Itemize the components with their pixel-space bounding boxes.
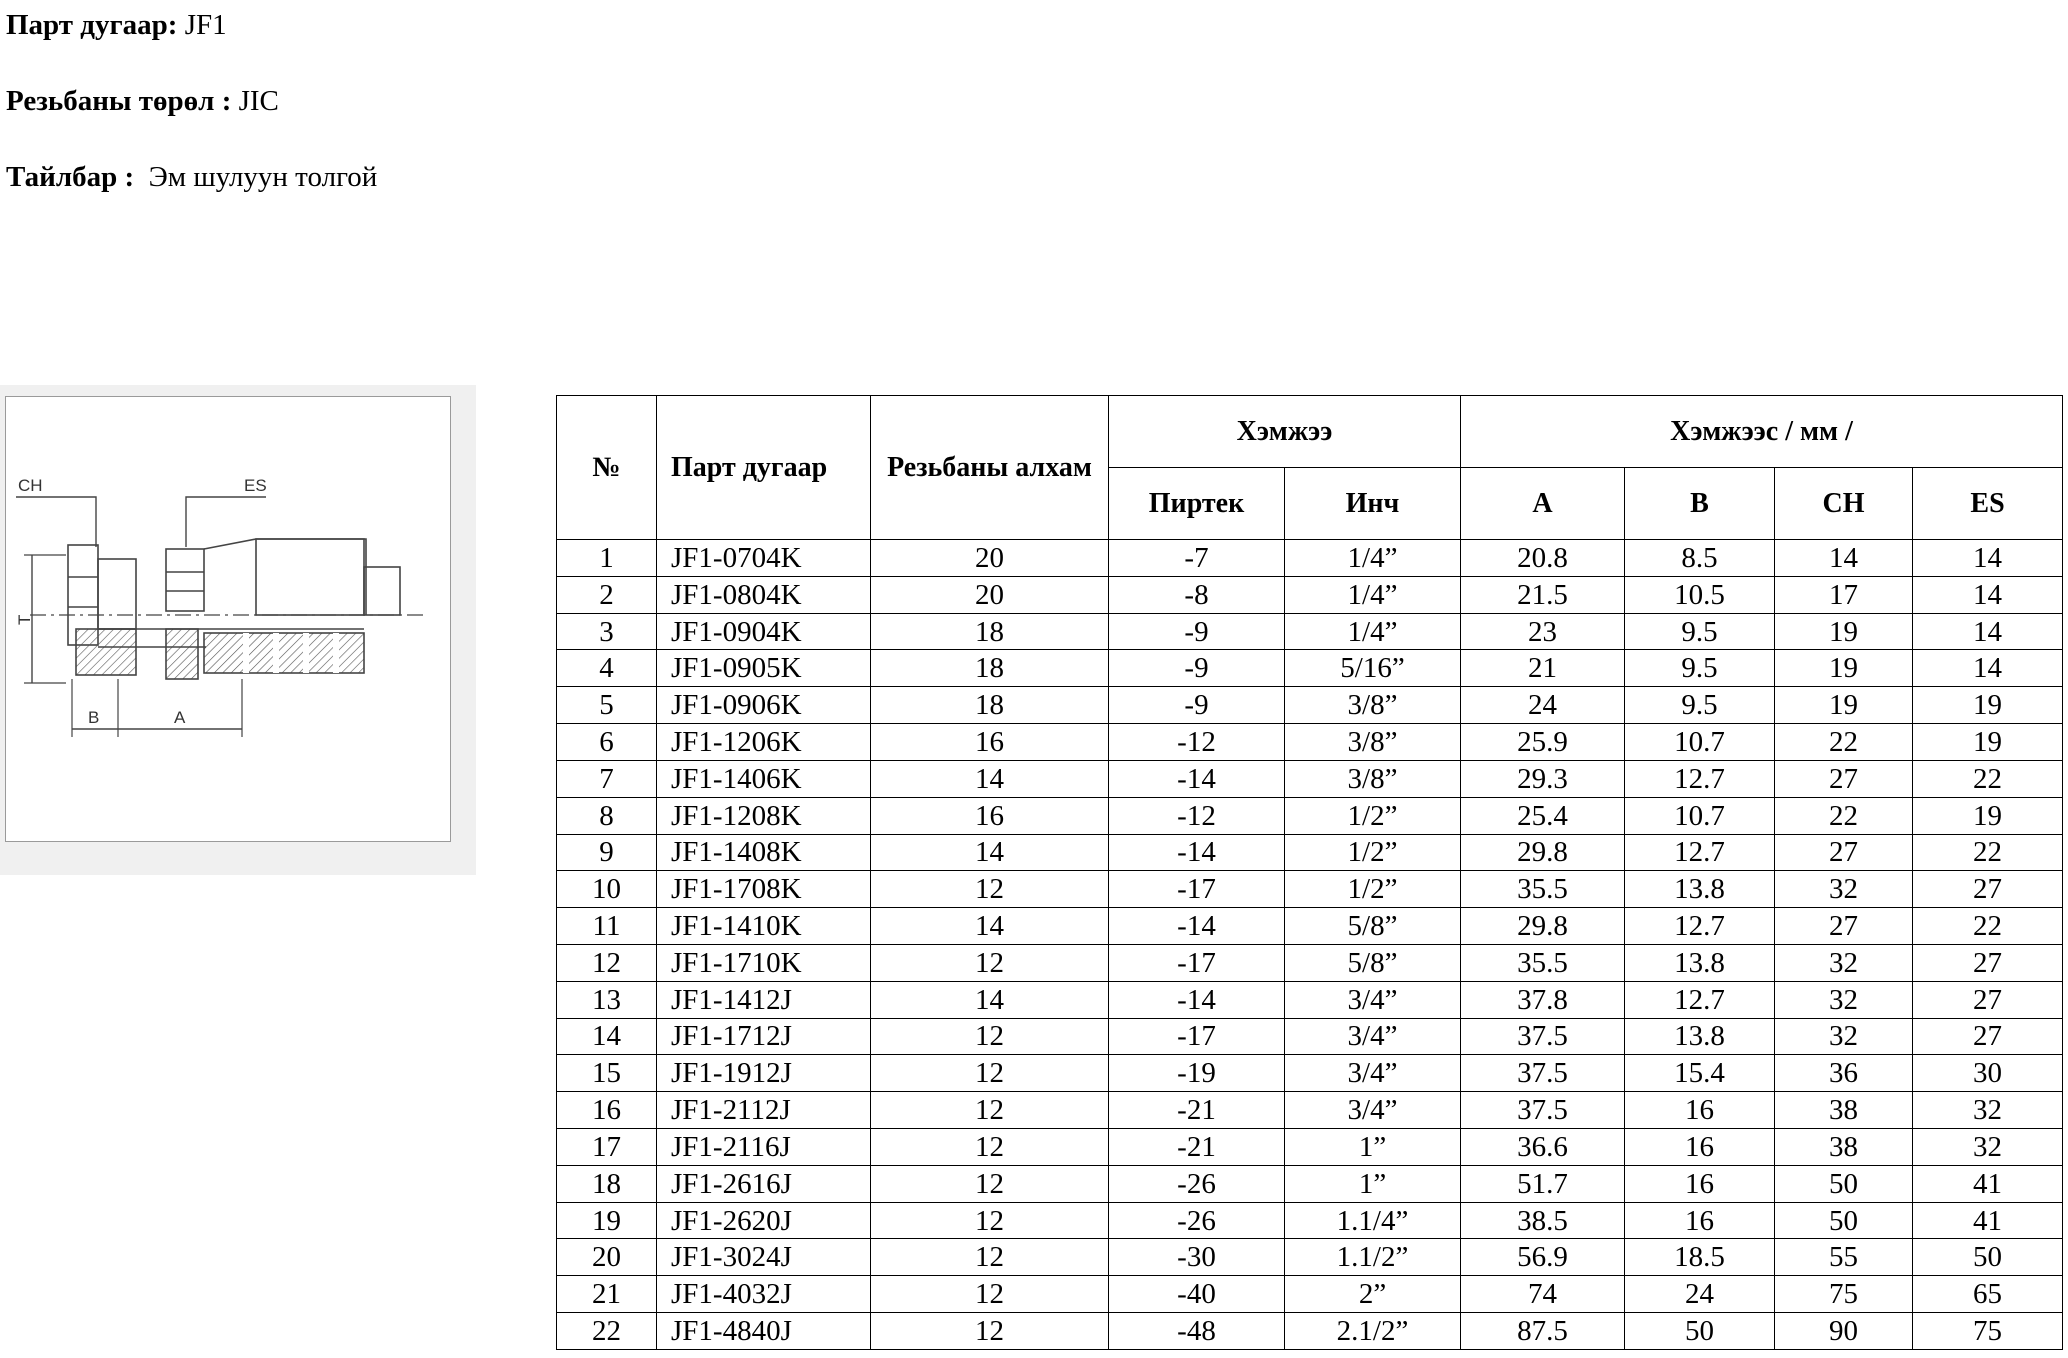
thread-pitch-cell: 16 — [871, 724, 1109, 761]
row-number-cell: 7 — [557, 760, 657, 797]
thread-pitch-cell: 12 — [871, 1239, 1109, 1276]
dash-size-cell: -14 — [1109, 834, 1285, 871]
part-number-cell: JF1-1406K — [657, 760, 871, 797]
table-row — [557, 1313, 2063, 1350]
inch-size-cell: 1/4” — [1285, 613, 1461, 650]
dim-a-cell: 38.5 — [1461, 1202, 1625, 1239]
table-row — [557, 576, 2063, 613]
part-number-cell: JF1-1408K — [657, 834, 871, 871]
spec-table-body — [557, 540, 2063, 1350]
header-thread-pitch: Резьбаны алхам — [871, 396, 1109, 540]
thread-pitch-cell: 12 — [871, 1129, 1109, 1166]
dim-es-cell: 65 — [1913, 1276, 2063, 1313]
inch-size-cell: 1” — [1285, 1129, 1461, 1166]
part-number-cell: JF1-4032J — [657, 1276, 871, 1313]
dash-size-cell: -17 — [1109, 871, 1285, 908]
dim-b-cell: 10.5 — [1625, 576, 1775, 613]
dim-a-cell: 29.3 — [1461, 760, 1625, 797]
dim-a-cell: 25.9 — [1461, 724, 1625, 761]
header-dash-size: Пиртек — [1109, 468, 1285, 540]
dim-ch-cell: 19 — [1775, 687, 1913, 724]
row-number-cell: 9 — [557, 834, 657, 871]
inch-size-cell: 1” — [1285, 1165, 1461, 1202]
dim-ch-cell: 32 — [1775, 944, 1913, 981]
table-row — [557, 650, 2063, 687]
header-inch: Инч — [1285, 468, 1461, 540]
part-number-cell: JF1-2112J — [657, 1092, 871, 1129]
table-row — [557, 981, 2063, 1018]
dash-size-cell: -30 — [1109, 1239, 1285, 1276]
dim-a-cell: 37.5 — [1461, 1092, 1625, 1129]
row-number-cell: 19 — [557, 1202, 657, 1239]
dash-size-cell: -48 — [1109, 1313, 1285, 1350]
dash-size-cell: -14 — [1109, 908, 1285, 945]
dim-es-cell: 19 — [1913, 724, 2063, 761]
row-number-cell: 15 — [557, 1055, 657, 1092]
dim-es-cell: 30 — [1913, 1055, 2063, 1092]
thread-pitch-cell: 12 — [871, 1313, 1109, 1350]
dim-ch-cell: 27 — [1775, 834, 1913, 871]
inch-size-cell: 5/8” — [1285, 908, 1461, 945]
row-number-cell: 17 — [557, 1129, 657, 1166]
inch-size-cell: 5/16” — [1285, 650, 1461, 687]
dim-es-cell: 19 — [1913, 687, 2063, 724]
inch-size-cell: 1.1/4” — [1285, 1202, 1461, 1239]
table-row — [557, 834, 2063, 871]
inch-size-cell: 3/4” — [1285, 1018, 1461, 1055]
dim-b-cell: 10.7 — [1625, 797, 1775, 834]
dim-es-cell: 27 — [1913, 1018, 2063, 1055]
row-number-cell: 3 — [557, 613, 657, 650]
dim-b-cell: 12.7 — [1625, 981, 1775, 1018]
dim-es-cell: 22 — [1913, 908, 2063, 945]
dim-a-cell: 21.5 — [1461, 576, 1625, 613]
part-number-cell: JF1-1410K — [657, 908, 871, 945]
part-number-cell: JF1-1710K — [657, 944, 871, 981]
table-row — [557, 1018, 2063, 1055]
dim-ch-cell: 19 — [1775, 650, 1913, 687]
part-number-cell: JF1-2616J — [657, 1165, 871, 1202]
header-dim-a: A — [1461, 468, 1625, 540]
table-row — [557, 1276, 2063, 1313]
part-number-cell: JF1-1708K — [657, 871, 871, 908]
part-number-cell: JF1-0704K — [657, 540, 871, 577]
table-row — [557, 871, 2063, 908]
dim-es-cell: 75 — [1913, 1313, 2063, 1350]
dim-es-cell: 41 — [1913, 1202, 2063, 1239]
table-row — [557, 687, 2063, 724]
part-number-cell: JF1-0905K — [657, 650, 871, 687]
dash-size-cell: -12 — [1109, 724, 1285, 761]
dim-ch-cell: 27 — [1775, 760, 1913, 797]
dim-ch-cell: 32 — [1775, 871, 1913, 908]
thread-pitch-cell: 14 — [871, 981, 1109, 1018]
dim-es-cell: 27 — [1913, 944, 2063, 981]
dim-es-cell: 14 — [1913, 540, 2063, 577]
dim-b-cell: 8.5 — [1625, 540, 1775, 577]
dim-a-cell: 23 — [1461, 613, 1625, 650]
thread-type-label: Резьбаны төрөл : — [6, 85, 232, 117]
inch-size-cell: 3/8” — [1285, 724, 1461, 761]
diagram-label-ch: CH — [18, 476, 43, 495]
dim-a-cell: 29.8 — [1461, 834, 1625, 871]
dim-b-cell: 15.4 — [1625, 1055, 1775, 1092]
header-part-number: Парт дугаар — [657, 396, 871, 540]
table-row — [557, 760, 2063, 797]
inch-size-cell: 2” — [1285, 1276, 1461, 1313]
dim-a-cell: 25.4 — [1461, 797, 1625, 834]
table-row — [557, 1202, 2063, 1239]
dim-b-cell: 10.7 — [1625, 724, 1775, 761]
dim-a-cell: 37.5 — [1461, 1018, 1625, 1055]
part-number-cell: JF1-1412J — [657, 981, 871, 1018]
diagram-label-t: T — [15, 614, 34, 625]
fitting-diagram-frame — [5, 396, 451, 842]
table-row — [557, 1129, 2063, 1166]
thread-type-value: JIC — [238, 85, 279, 117]
dash-size-cell: -19 — [1109, 1055, 1285, 1092]
dash-size-cell: -9 — [1109, 613, 1285, 650]
dash-size-cell: -8 — [1109, 576, 1285, 613]
dim-a-cell: 56.9 — [1461, 1239, 1625, 1276]
fitting-diagram-panel — [0, 385, 476, 875]
row-number-cell: 6 — [557, 724, 657, 761]
dim-b-cell: 16 — [1625, 1092, 1775, 1129]
inch-size-cell: 1/2” — [1285, 871, 1461, 908]
dim-ch-cell: 38 — [1775, 1092, 1913, 1129]
dim-b-cell: 13.8 — [1625, 944, 1775, 981]
dim-es-cell: 22 — [1913, 834, 2063, 871]
dim-a-cell: 36.6 — [1461, 1129, 1625, 1166]
dim-es-cell: 22 — [1913, 760, 2063, 797]
dim-a-cell: 20.8 — [1461, 540, 1625, 577]
thread-pitch-cell: 18 — [871, 687, 1109, 724]
dim-a-cell: 37.5 — [1461, 1055, 1625, 1092]
part-number-cell: JF1-3024J — [657, 1239, 871, 1276]
dim-b-cell: 9.5 — [1625, 650, 1775, 687]
thread-pitch-cell: 20 — [871, 540, 1109, 577]
header-dim-es: ES — [1913, 468, 2063, 540]
dash-size-cell: -14 — [1109, 760, 1285, 797]
dim-a-cell: 35.5 — [1461, 944, 1625, 981]
row-number-cell: 21 — [557, 1276, 657, 1313]
header-dim-b: B — [1625, 468, 1775, 540]
row-number-cell: 14 — [557, 1018, 657, 1055]
thread-pitch-cell: 18 — [871, 613, 1109, 650]
part-number-cell: JF1-4840J — [657, 1313, 871, 1350]
part-number-value: JF1 — [184, 9, 227, 41]
part-number-cell: JF1-0906K — [657, 687, 871, 724]
thread-pitch-cell: 16 — [871, 797, 1109, 834]
dim-ch-cell: 38 — [1775, 1129, 1913, 1166]
dim-b-cell: 13.8 — [1625, 1018, 1775, 1055]
description-label: Тайлбар : — [6, 161, 135, 193]
header-size-group: Хэмжээ — [1109, 396, 1461, 468]
table-row — [557, 724, 2063, 761]
part-number-cell: JF1-2620J — [657, 1202, 871, 1239]
thread-pitch-cell: 14 — [871, 834, 1109, 871]
dim-a-cell: 29.8 — [1461, 908, 1625, 945]
diagram-label-a: A — [174, 708, 186, 727]
dim-b-cell: 13.8 — [1625, 871, 1775, 908]
header-dim-ch: CH — [1775, 468, 1913, 540]
row-number-cell: 1 — [557, 540, 657, 577]
dash-size-cell: -17 — [1109, 1018, 1285, 1055]
header-number: № — [557, 396, 657, 540]
table-row — [557, 1165, 2063, 1202]
table-row — [557, 908, 2063, 945]
dim-es-cell: 50 — [1913, 1239, 2063, 1276]
dash-size-cell: -40 — [1109, 1276, 1285, 1313]
thread-pitch-cell: 12 — [871, 1202, 1109, 1239]
thread-pitch-cell: 12 — [871, 1276, 1109, 1313]
part-number-cell: JF1-1208K — [657, 797, 871, 834]
thread-pitch-cell: 12 — [871, 1092, 1109, 1129]
dim-b-cell: 9.5 — [1625, 687, 1775, 724]
dim-b-cell: 50 — [1625, 1313, 1775, 1350]
dim-a-cell: 37.8 — [1461, 981, 1625, 1018]
table-row — [557, 944, 2063, 981]
dim-b-cell: 12.7 — [1625, 834, 1775, 871]
part-number-cell: JF1-1912J — [657, 1055, 871, 1092]
table-row — [557, 797, 2063, 834]
table-row — [557, 613, 2063, 650]
dim-ch-cell: 50 — [1775, 1165, 1913, 1202]
part-number-cell: JF1-1712J — [657, 1018, 871, 1055]
dim-a-cell: 24 — [1461, 687, 1625, 724]
dim-es-cell: 14 — [1913, 650, 2063, 687]
inch-size-cell: 2.1/2” — [1285, 1313, 1461, 1350]
fitting-spec-table — [556, 395, 2063, 1350]
row-number-cell: 10 — [557, 871, 657, 908]
fitting-cross-section-drawing — [6, 397, 450, 841]
inch-size-cell: 1/4” — [1285, 576, 1461, 613]
row-number-cell: 12 — [557, 944, 657, 981]
dash-size-cell: -9 — [1109, 650, 1285, 687]
inch-size-cell: 1.1/2” — [1285, 1239, 1461, 1276]
dim-ch-cell: 32 — [1775, 1018, 1913, 1055]
dash-size-cell: -17 — [1109, 944, 1285, 981]
dim-ch-cell: 75 — [1775, 1276, 1913, 1313]
row-number-cell: 13 — [557, 981, 657, 1018]
dim-a-cell: 87.5 — [1461, 1313, 1625, 1350]
dash-size-cell: -21 — [1109, 1129, 1285, 1166]
dim-es-cell: 32 — [1913, 1129, 2063, 1166]
dash-size-cell: -9 — [1109, 687, 1285, 724]
part-number-cell: JF1-2116J — [657, 1129, 871, 1166]
dim-ch-cell: 27 — [1775, 908, 1913, 945]
row-number-cell: 18 — [557, 1165, 657, 1202]
inch-size-cell: 3/4” — [1285, 981, 1461, 1018]
dash-size-cell: -21 — [1109, 1092, 1285, 1129]
inch-size-cell: 3/4” — [1285, 1092, 1461, 1129]
dim-a-cell: 21 — [1461, 650, 1625, 687]
dim-b-cell: 12.7 — [1625, 908, 1775, 945]
row-number-cell: 16 — [557, 1092, 657, 1129]
diagram-label-b: B — [88, 708, 100, 727]
dim-es-cell: 14 — [1913, 576, 2063, 613]
part-number-line — [6, 8, 227, 42]
thread-pitch-cell: 14 — [871, 760, 1109, 797]
thread-pitch-cell: 14 — [871, 908, 1109, 945]
dim-ch-cell: 22 — [1775, 797, 1913, 834]
dim-ch-cell: 90 — [1775, 1313, 1913, 1350]
table-row — [557, 1055, 2063, 1092]
dash-size-cell: -26 — [1109, 1165, 1285, 1202]
thread-pitch-cell: 12 — [871, 1018, 1109, 1055]
dim-ch-cell: 14 — [1775, 540, 1913, 577]
dim-b-cell: 9.5 — [1625, 613, 1775, 650]
dim-b-cell: 16 — [1625, 1202, 1775, 1239]
dim-b-cell: 18.5 — [1625, 1239, 1775, 1276]
part-number-cell: JF1-1206K — [657, 724, 871, 761]
dim-es-cell: 14 — [1913, 613, 2063, 650]
dash-size-cell: -14 — [1109, 981, 1285, 1018]
dim-ch-cell: 19 — [1775, 613, 1913, 650]
dim-b-cell: 16 — [1625, 1129, 1775, 1166]
header-dimensions-group: Хэмжээс / мм / — [1461, 396, 2063, 468]
description-value: Эм шулуун толгой — [148, 161, 378, 193]
table-row — [557, 540, 2063, 577]
dim-ch-cell: 32 — [1775, 981, 1913, 1018]
dim-ch-cell: 36 — [1775, 1055, 1913, 1092]
thread-pitch-cell: 18 — [871, 650, 1109, 687]
dim-ch-cell: 55 — [1775, 1239, 1913, 1276]
inch-size-cell: 1/2” — [1285, 834, 1461, 871]
row-number-cell: 11 — [557, 908, 657, 945]
dim-es-cell: 19 — [1913, 797, 2063, 834]
part-number-label: Парт дугаар: — [6, 9, 178, 41]
thread-pitch-cell: 20 — [871, 576, 1109, 613]
table-row — [557, 1239, 2063, 1276]
dim-es-cell: 27 — [1913, 981, 2063, 1018]
thread-pitch-cell: 12 — [871, 1055, 1109, 1092]
dim-a-cell: 51.7 — [1461, 1165, 1625, 1202]
row-number-cell: 20 — [557, 1239, 657, 1276]
row-number-cell: 4 — [557, 650, 657, 687]
row-number-cell: 22 — [557, 1313, 657, 1350]
inch-size-cell: 1/4” — [1285, 540, 1461, 577]
thread-type-line — [6, 84, 279, 118]
thread-pitch-cell: 12 — [871, 944, 1109, 981]
part-number-cell: JF1-0904K — [657, 613, 871, 650]
table-row — [557, 1092, 2063, 1129]
inch-size-cell: 3/8” — [1285, 687, 1461, 724]
part-number-cell: JF1-0804K — [657, 576, 871, 613]
dim-a-cell: 35.5 — [1461, 871, 1625, 908]
dim-es-cell: 27 — [1913, 871, 2063, 908]
inch-size-cell: 3/4” — [1285, 1055, 1461, 1092]
thread-pitch-cell: 12 — [871, 871, 1109, 908]
dash-size-cell: -26 — [1109, 1202, 1285, 1239]
dim-b-cell: 16 — [1625, 1165, 1775, 1202]
dim-es-cell: 32 — [1913, 1092, 2063, 1129]
dim-ch-cell: 50 — [1775, 1202, 1913, 1239]
dim-a-cell: 74 — [1461, 1276, 1625, 1313]
dim-ch-cell: 22 — [1775, 724, 1913, 761]
thread-pitch-cell: 12 — [871, 1165, 1109, 1202]
dim-es-cell: 41 — [1913, 1165, 2063, 1202]
dash-size-cell: -12 — [1109, 797, 1285, 834]
dash-size-cell: -7 — [1109, 540, 1285, 577]
dim-b-cell: 24 — [1625, 1276, 1775, 1313]
dim-ch-cell: 17 — [1775, 576, 1913, 613]
row-number-cell: 2 — [557, 576, 657, 613]
inch-size-cell: 3/8” — [1285, 760, 1461, 797]
row-number-cell: 8 — [557, 797, 657, 834]
diagram-label-es: ES — [244, 476, 267, 495]
description-line — [6, 160, 377, 194]
dim-b-cell: 12.7 — [1625, 760, 1775, 797]
row-number-cell: 5 — [557, 687, 657, 724]
inch-size-cell: 5/8” — [1285, 944, 1461, 981]
inch-size-cell: 1/2” — [1285, 797, 1461, 834]
